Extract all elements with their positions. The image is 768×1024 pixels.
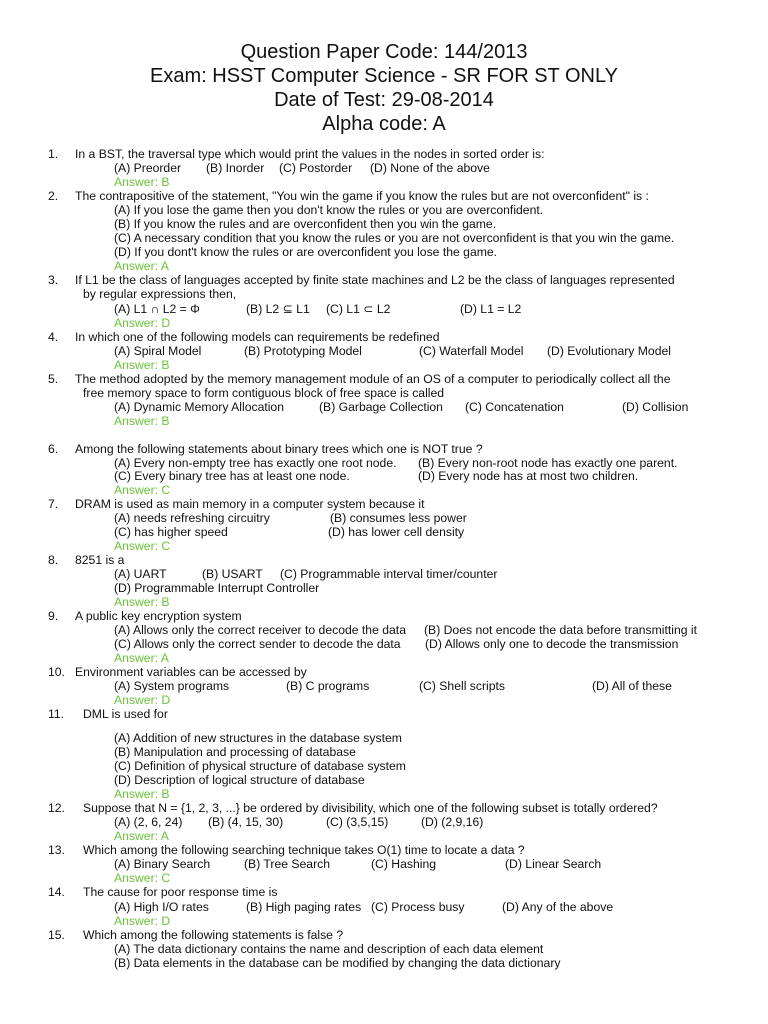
option-b: (B) consumes less power (330, 511, 467, 525)
option-c: (C) (3,5,15) (326, 815, 389, 829)
option-d: (D) If you dont't know the rules or are overconfident you lose the game. (114, 245, 498, 259)
option-d: (D) None of the above (370, 161, 490, 175)
answer: Answer: B (114, 175, 170, 189)
date-of-test: Date of Test: 29-08-2014 (274, 89, 494, 111)
answer: Answer: D (114, 316, 171, 330)
question-9 (0, 609, 242, 651)
question-text: Which among the following statements is false ? (83, 928, 344, 942)
option-d: (D) Any of the above (502, 900, 614, 914)
question-text: The method adopted by the memory management module of an OS of a computer to periodically collect all the (75, 372, 671, 386)
question-number: 9. (48, 609, 59, 623)
answer: Answer: C (114, 483, 171, 497)
option-c: (C) Hashing (371, 857, 437, 871)
question-text: A public key encryption system (75, 609, 242, 623)
question-paper-code: Question Paper Code: 144/2013 (240, 41, 528, 63)
option-d: (D) L1 = L2 (460, 302, 522, 316)
option-c: (C) Concatenation (465, 400, 564, 414)
option-a: (A) Preorder (114, 161, 182, 175)
option-a: (A) If you lose the game then you don't know the rules or you are overconfident. (114, 203, 544, 217)
option-c: (C) Allows only the correct sender to decode the data (114, 637, 401, 651)
option-b: (B) C programs (286, 679, 370, 693)
option-c: (C) Programmable interval timer/counter (280, 567, 498, 581)
question-text: In a BST, the traversal type which would print the values in the nodes in sorted order is: (75, 147, 545, 161)
answer: Answer: C (114, 871, 171, 885)
option-d: (D) has lower cell density (328, 525, 465, 539)
option-b: (B) L2 ⊆ L1 (246, 302, 310, 316)
question-number: 5. (48, 372, 59, 386)
question-text: The cause for poor response time is (83, 885, 278, 899)
option-b: (B) (4, 15, 30) (208, 815, 284, 829)
option-d: (D) Description of logical structure of database (114, 773, 365, 787)
question-text-continued: by regular expressions then, (83, 287, 237, 301)
question-text: The contrapositive of the statement, "You win the game if you know the rules but are not overconfident" is : (75, 189, 649, 203)
question-number: 15. (48, 928, 65, 942)
option-b: (B) If you know the rules and are overconfident then you win the game. (114, 217, 497, 231)
question-text: 8251 is a (75, 553, 125, 567)
option-d: (D) Programmable Interrupt Controller (114, 581, 320, 595)
option-a: (A) needs refreshing circuitry (114, 511, 270, 525)
question-number: 8. (48, 553, 59, 567)
option-d: (D) (2,9,16) (421, 815, 484, 829)
option-b: (B) Prototyping Model (244, 344, 362, 358)
question-text-continued: free memory space to form contiguous block of free space is called (83, 386, 445, 400)
page-header (0, 40, 768, 136)
option-d: (D) Collision (622, 400, 689, 414)
option-d: (D) Allows only one to decode the transmission (425, 637, 679, 651)
alpha-code: Alpha code: A (322, 113, 446, 135)
option-b: (B) USART (202, 567, 263, 581)
option-a: (A) UART (114, 567, 167, 581)
option-a: (A) Every non-empty tree has exactly one root node. (114, 456, 397, 470)
answer: Answer: B (114, 787, 170, 801)
question-number: 7. (48, 497, 59, 511)
answer: Answer: A (114, 829, 169, 843)
option-a: (A) System programs (114, 679, 230, 693)
question-number: 4. (48, 330, 59, 344)
option-a: (A) L1 ∩ L2 = Φ (114, 302, 200, 316)
option-b: (B) Inorder (206, 161, 265, 175)
option-b: (B) High paging rates (246, 900, 362, 914)
answer: Answer: A (114, 259, 169, 273)
question-11 (0, 707, 168, 749)
answer: Answer: D (114, 693, 171, 707)
question-text: DML is used for (83, 707, 168, 721)
option-c: (C) Postorder (279, 161, 353, 175)
option-a: (A) Spiral Model (114, 344, 202, 358)
option-b: (B) Data elements in the database can be modified by changing the data dictionary (114, 956, 561, 970)
answer: Answer: B (114, 414, 170, 428)
option-b: (B) Manipulation and processing of database (114, 745, 356, 759)
option-c: (C) A necessary condition that you know the rules or you are not overconfident is that you win the game. (114, 231, 675, 245)
option-a: (A) Binary Search (114, 857, 211, 871)
option-d: (D) Linear Search (505, 857, 602, 871)
question-text: Suppose that N = {1, 2, 3, ...} be ordered by divisibility, which one of the following subset is totally ordered? (83, 801, 658, 815)
option-b: (B) Garbage Collection (319, 400, 443, 414)
option-c: (C) Definition of physical structure of database system (114, 759, 406, 773)
question-text: DRAM is used as main memory in a computer system because it (75, 497, 425, 511)
option-d: (D) All of these (592, 679, 672, 693)
question-8 (0, 553, 125, 595)
option-d: (D) Every node has at most two children. (418, 469, 639, 483)
option-c: (C) Process busy (371, 900, 465, 914)
question-number: 3. (48, 273, 59, 287)
option-c: (C) L1 ⊂ L2 (326, 302, 391, 316)
option-b: (B) Tree Search (244, 857, 331, 871)
option-b: (B) Every non-root node has exactly one parent. (418, 456, 678, 470)
answer: Answer: A (114, 651, 169, 665)
exam-title: Exam: HSST Computer Science - SR FOR ST ONLY (150, 65, 618, 87)
option-c: (C) Every binary tree has at least one node. (114, 469, 350, 483)
option-a: (A) Addition of new structures in the database system (114, 731, 402, 745)
option-c: (C) Shell scripts (419, 679, 506, 693)
answer: Answer: B (114, 358, 170, 372)
option-c: (C) has higher speed (114, 525, 228, 539)
option-a: (A) The data dictionary contains the name and description of each data element (114, 942, 544, 956)
question-number: 13. (48, 843, 65, 857)
answer: Answer: B (114, 595, 170, 609)
question-number: 1. (48, 147, 59, 161)
option-a: (A) High I/O rates (114, 900, 209, 914)
question-number: 10. (48, 665, 65, 679)
option-d: (D) Evolutionary Model (547, 344, 671, 358)
question-text: In which one of the following models can requirements be redefined (75, 330, 440, 344)
question-number: 11. (48, 707, 65, 721)
question-text: Environment variables can be accessed by (75, 665, 307, 679)
question-number: 6. (48, 442, 59, 456)
question-text: If L1 be the class of languages accepted by finite state machines and L2 be the class of languages represented (75, 273, 675, 287)
question-text: Among the following statements about binary trees which one is NOT true ? (75, 442, 483, 456)
answer: Answer: D (114, 914, 171, 928)
option-a: (A) Dynamic Memory Allocation (114, 400, 284, 414)
question-number: 2. (48, 189, 59, 203)
answer: Answer: C (114, 539, 171, 553)
option-b: (B) Does not encode the data before transmitting it (424, 623, 698, 637)
option-a: (A) Allows only the correct receiver to decode the data (114, 623, 406, 637)
question-number: 14. (48, 885, 65, 899)
option-c: (C) Waterfall Model (419, 344, 524, 358)
question-number: 12. (48, 801, 65, 815)
question-text: Which among the following searching technique takes O(1) time to locate a data ? (83, 843, 525, 857)
option-a: (A) (2, 6, 24) (114, 815, 183, 829)
